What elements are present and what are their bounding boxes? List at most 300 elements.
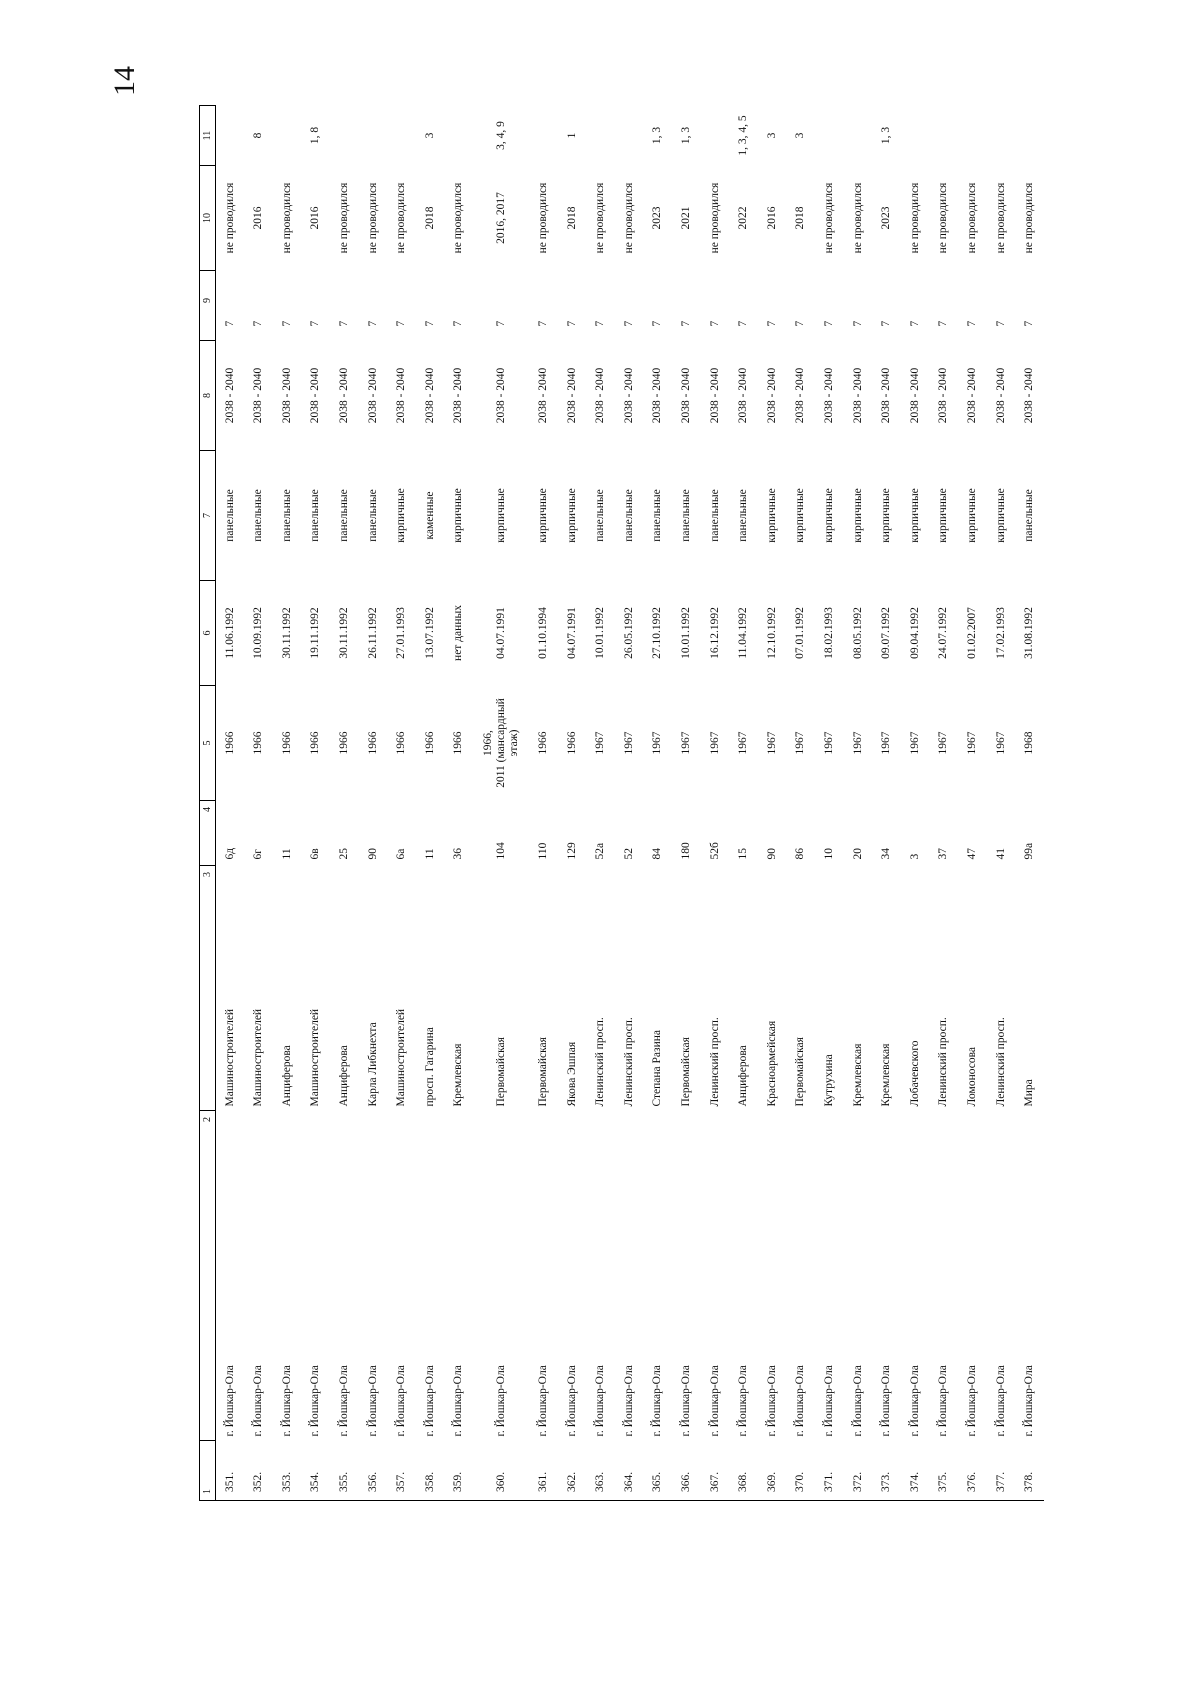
cell-c9: 7 <box>252 320 265 327</box>
cell-c10: не проводился <box>851 182 864 254</box>
cell-material: панельные <box>737 489 750 542</box>
cell-c11: 3 <box>423 132 436 139</box>
cell-year-text: 1967 <box>994 731 1007 755</box>
cell-period: 2038 - 2040 <box>366 367 379 424</box>
cell-c9: 7 <box>537 320 550 327</box>
cell-date: 31.08.1992 <box>1023 607 1036 659</box>
cell-year <box>558 686 587 801</box>
cell-city: г. Йошкар-Ола <box>366 1365 379 1437</box>
table-row <box>359 106 388 1501</box>
cell-c9: 7 <box>708 320 721 327</box>
cell-house: 110 <box>537 842 550 860</box>
cell-n: 354. <box>302 1441 331 1501</box>
table-row <box>273 106 302 1501</box>
table-container <box>199 105 1044 1501</box>
cell-material: панельные <box>338 489 351 542</box>
cell-c11 <box>615 106 644 166</box>
table-row <box>216 106 245 1501</box>
cell-city: г. Йошкар-Ола <box>765 1365 778 1437</box>
cell-year <box>615 686 644 801</box>
cell-street: Ленинский просп. <box>594 1017 607 1107</box>
table-row <box>730 106 759 1501</box>
cell-year-text: 1966 <box>565 731 578 755</box>
cell-year-text: 1966 <box>452 731 465 755</box>
cell-date: 10.01.1992 <box>594 607 607 659</box>
cell-year <box>930 686 959 801</box>
cell-year <box>787 686 816 801</box>
cell-c10: 2016 <box>252 206 265 230</box>
cell-material: каменные <box>423 491 436 540</box>
cell-c11 <box>987 106 1016 166</box>
cell-material: кирпичные <box>794 488 807 543</box>
cell-period: 2038 - 2040 <box>280 367 293 424</box>
cell-material: кирпичные <box>851 488 864 543</box>
cell-house: 84 <box>651 848 664 860</box>
cell-period: 2038 - 2040 <box>494 367 507 424</box>
cell-period: 2038 - 2040 <box>737 367 750 424</box>
cell-period: 2038 - 2040 <box>537 367 550 424</box>
cell-c11: 1 <box>565 132 578 139</box>
cell-date: 17.02.1993 <box>994 607 1007 659</box>
cell-year-text: 1967 <box>908 731 921 755</box>
cell-c9: 7 <box>651 320 664 327</box>
cell-material: кирпичные <box>452 488 465 543</box>
cell-n: 352. <box>245 1441 274 1501</box>
cell-period: 2038 - 2040 <box>965 367 978 424</box>
cell-n: 371. <box>815 1441 844 1501</box>
cell-c9: 7 <box>452 320 465 327</box>
cell-c11: 3, 4, 9 <box>494 121 507 150</box>
cell-period: 2038 - 2040 <box>908 367 921 424</box>
cell-year <box>216 686 245 801</box>
cell-n: 351. <box>216 1441 245 1501</box>
cell-n: 376. <box>958 1441 987 1501</box>
cell-c11 <box>445 106 474 166</box>
cell-period: 2038 - 2040 <box>680 367 692 424</box>
cell-c9: 7 <box>908 320 921 327</box>
cell-material: панельные <box>651 489 664 542</box>
cell-house: 37 <box>937 848 950 860</box>
housing-table <box>199 105 1044 1501</box>
cell-city: г. Йошкар-Ола <box>794 1365 807 1437</box>
cell-n: 356. <box>359 1441 388 1501</box>
cell-city: г. Йошкар-Ола <box>737 1365 750 1437</box>
cell-material: кирпичные <box>937 488 950 543</box>
cell-house: 6а <box>395 848 408 860</box>
cell-material: кирпичные <box>880 488 893 543</box>
cell-material: панельные <box>708 489 721 542</box>
cell-c11 <box>844 106 873 166</box>
cell-c11: 1, 8 <box>309 126 322 145</box>
table-row <box>473 106 529 1501</box>
cell-material: панельные <box>280 489 293 542</box>
cell-year <box>958 686 987 801</box>
cell-city: г. Йошкар-Ола <box>594 1365 607 1437</box>
cell-c10: 2018 <box>565 206 578 230</box>
table-row <box>672 106 701 1501</box>
cell-house: 6г <box>252 849 265 860</box>
cell-date: 26.11.1992 <box>366 607 379 659</box>
cell-year <box>672 686 701 801</box>
cell-n: 368. <box>730 1441 759 1501</box>
cell-n: 373. <box>872 1441 901 1501</box>
cell-date: 27.01.1993 <box>395 607 408 659</box>
cell-period: 2038 - 2040 <box>309 367 322 424</box>
cell-period: 2038 - 2040 <box>252 367 265 424</box>
cell-house: 36 <box>452 848 465 860</box>
cell-year <box>445 686 474 801</box>
cell-street: Анциферова <box>280 1045 293 1107</box>
cell-house: 25 <box>338 848 351 860</box>
cell-year <box>644 686 673 801</box>
cell-year <box>730 686 759 801</box>
cell-material: кирпичные <box>765 488 778 543</box>
cell-street: Якова Эшпая <box>565 1041 578 1107</box>
cell-year <box>872 686 901 801</box>
cell-year <box>815 686 844 801</box>
cell-date: 16.12.1992 <box>708 607 721 659</box>
table-row <box>872 106 901 1501</box>
column-number: 5 <box>200 686 216 801</box>
cell-c11 <box>330 106 359 166</box>
cell-city: г. Йошкар-Ола <box>309 1365 322 1437</box>
cell-material: кирпичные <box>822 488 835 543</box>
cell-n: 363. <box>587 1441 616 1501</box>
cell-year-text: 1966 <box>223 731 236 755</box>
cell-c11: 3 <box>765 132 778 139</box>
cell-city: г. Йошкар-Ола <box>280 1365 293 1437</box>
cell-street: Машиностроителей <box>252 1008 265 1107</box>
cell-city: г. Йошкар-Ола <box>965 1365 978 1437</box>
cell-date: 10.01.1992 <box>680 607 692 659</box>
cell-c9: 7 <box>395 320 408 327</box>
cell-n: 362. <box>558 1441 587 1501</box>
cell-c10: не проводился <box>366 182 379 254</box>
cell-year-text: 1967 <box>708 731 721 755</box>
table-row <box>958 106 987 1501</box>
cell-date: 04.07.1991 <box>565 607 578 659</box>
table-row <box>644 106 673 1501</box>
cell-c9: 7 <box>765 320 778 327</box>
cell-material: кирпичные <box>565 488 578 543</box>
table-row <box>245 106 274 1501</box>
table-row <box>529 106 558 1501</box>
cell-house: 11 <box>280 848 293 860</box>
cell-period: 2038 - 2040 <box>994 367 1007 424</box>
column-number: 9 <box>200 271 216 341</box>
cell-c11 <box>815 106 844 166</box>
cell-period: 2038 - 2040 <box>794 367 807 424</box>
cell-year-text: 1967 <box>851 731 864 755</box>
cell-c11 <box>901 106 930 166</box>
cell-c9: 7 <box>737 320 750 327</box>
cell-year-text: 1967 <box>594 731 607 755</box>
cell-c10: не проводился <box>452 182 465 254</box>
cell-city: г. Йошкар-Ола <box>252 1365 265 1437</box>
cell-material: панельные <box>1023 489 1036 542</box>
cell-period: 2038 - 2040 <box>423 367 436 424</box>
cell-c11 <box>388 106 417 166</box>
cell-year <box>844 686 873 801</box>
cell-material: панельные <box>223 489 236 542</box>
cell-c10: не проводился <box>338 182 351 254</box>
cell-c10: не проводился <box>708 182 721 254</box>
cell-c11: 1, 3 <box>680 126 692 145</box>
cell-n: 372. <box>844 1441 873 1501</box>
table-row <box>615 106 644 1501</box>
table-row <box>701 106 730 1501</box>
cell-date: 19.11.1992 <box>309 607 322 659</box>
cell-year-text: 1966 <box>537 731 550 755</box>
cell-year-text: 1966 <box>338 731 351 755</box>
cell-c10: 2018 <box>423 206 436 230</box>
cell-period: 2038 - 2040 <box>822 367 835 424</box>
cell-c11 <box>1015 106 1044 166</box>
cell-c10: 2016, 2017 <box>494 192 507 244</box>
cell-n: 358. <box>416 1441 445 1501</box>
cell-material: панельные <box>622 489 635 542</box>
cell-period: 2038 - 2040 <box>651 367 664 424</box>
cell-period: 2038 - 2040 <box>223 367 236 424</box>
cell-street: Лобачевского <box>908 1040 921 1107</box>
cell-house: 10 <box>822 848 835 860</box>
cell-c9: 7 <box>423 320 436 327</box>
cell-material: панельные <box>680 489 692 542</box>
cell-house: 104 <box>494 842 507 860</box>
cell-year <box>587 686 616 801</box>
cell-n: 378. <box>1015 1441 1044 1501</box>
cell-house: 34 <box>880 848 893 860</box>
cell-material: панельные <box>252 489 265 542</box>
cell-n: 366. <box>672 1441 701 1501</box>
cell-year <box>273 686 302 801</box>
cell-city: г. Йошкар-Ола <box>822 1365 835 1437</box>
cell-year <box>330 686 359 801</box>
cell-material: кирпичные <box>965 488 978 543</box>
cell-c9: 7 <box>494 320 507 327</box>
cell-c10: 2023 <box>880 206 893 230</box>
cell-house: 52 <box>622 848 635 860</box>
cell-date: 07.01.1992 <box>794 607 807 659</box>
table-row <box>901 106 930 1501</box>
cell-date: 26.05.1992 <box>622 607 635 659</box>
cell-date: 27.10.1992 <box>651 607 664 659</box>
cell-c11 <box>701 106 730 166</box>
column-number-row <box>200 106 216 1501</box>
table-row <box>416 106 445 1501</box>
cell-c9: 7 <box>937 320 950 327</box>
cell-year-text: 1966 <box>423 731 436 755</box>
cell-period: 2038 - 2040 <box>452 367 465 424</box>
cell-street: Анциферова <box>338 1045 351 1107</box>
cell-date: 13.07.1992 <box>423 607 436 659</box>
cell-c9: 7 <box>594 320 607 327</box>
cell-city: г. Йошкар-Ола <box>622 1365 635 1437</box>
cell-n: 375. <box>930 1441 959 1501</box>
cell-house: 41 <box>994 848 1007 860</box>
cell-date: 01.10.1994 <box>537 607 550 659</box>
cell-house: 3 <box>908 853 921 860</box>
cell-street: Степана Разина <box>651 1030 664 1107</box>
cell-c9: 7 <box>994 320 1007 327</box>
cell-period: 2038 - 2040 <box>622 367 635 424</box>
cell-c11: 1, 3 <box>651 126 664 145</box>
cell-house: 6в <box>309 848 322 860</box>
cell-c9: 7 <box>309 320 322 327</box>
cell-period: 2038 - 2040 <box>708 367 721 424</box>
cell-year-text: 1968 <box>1023 731 1036 755</box>
cell-period: 2038 - 2040 <box>765 367 778 424</box>
cell-c10: не проводился <box>622 182 635 254</box>
cell-street: Мира <box>1023 1079 1036 1107</box>
cell-street: Машиностроителей <box>395 1008 408 1107</box>
cell-date: 12.10.1992 <box>765 607 778 659</box>
table-row <box>815 106 844 1501</box>
cell-year-text: 1967 <box>622 731 635 755</box>
table-row <box>302 106 331 1501</box>
cell-date: 11.06.1992 <box>223 607 236 659</box>
cell-material: панельные <box>309 489 322 542</box>
cell-period: 2038 - 2040 <box>395 367 408 424</box>
table-row <box>330 106 359 1501</box>
cell-date: 11.04.1992 <box>737 607 750 659</box>
table-row <box>930 106 959 1501</box>
cell-period: 2038 - 2040 <box>1023 367 1036 424</box>
cell-city: г. Йошкар-Ола <box>851 1365 864 1437</box>
cell-period: 2038 - 2040 <box>851 367 864 424</box>
cell-city: г. Йошкар-Ола <box>680 1365 692 1437</box>
cell-house: 47 <box>965 848 978 860</box>
column-number: 6 <box>200 581 216 686</box>
cell-house: 86 <box>794 848 807 860</box>
cell-n: 370. <box>787 1441 816 1501</box>
cell-c11 <box>273 106 302 166</box>
cell-date: 24.07.1992 <box>937 607 950 659</box>
cell-n: 360. <box>473 1441 529 1501</box>
cell-city: г. Йошкар-Ола <box>537 1365 550 1437</box>
cell-c10: 2016 <box>765 206 778 230</box>
cell-c10: не проводился <box>822 182 835 254</box>
page-number: 14 <box>108 66 141 96</box>
cell-street: Ленинский просп. <box>937 1017 950 1107</box>
cell-house: 52б <box>708 842 721 860</box>
cell-c10: не проводился <box>1023 182 1036 254</box>
cell-city: г. Йошкар-Ола <box>223 1365 236 1437</box>
column-number: 1 <box>200 1441 216 1501</box>
cell-house: 129 <box>565 842 578 860</box>
table-body <box>200 106 1045 1501</box>
cell-year <box>901 686 930 801</box>
cell-street: Ленинский просп. <box>708 1017 721 1107</box>
cell-year-text: 1966 <box>366 731 379 755</box>
cell-street: Кремлевская <box>880 1043 893 1107</box>
cell-material: панельные <box>366 489 379 542</box>
cell-city: г. Йошкар-Ола <box>565 1365 578 1437</box>
cell-date: 30.11.1992 <box>338 607 351 659</box>
cell-period: 2038 - 2040 <box>338 367 351 424</box>
cell-street: Первомайская <box>537 1037 550 1107</box>
cell-year-text: 1967 <box>651 731 664 755</box>
cell-c10: не проводился <box>280 182 293 254</box>
cell-house: 52а <box>594 842 607 860</box>
cell-city: г. Йошкар-Ола <box>395 1365 408 1437</box>
cell-street: Первомайская <box>680 1037 692 1107</box>
cell-c9: 7 <box>338 320 351 327</box>
cell-street: Кутрухина <box>822 1054 835 1107</box>
cell-date: 01.02.2007 <box>965 607 978 659</box>
cell-period: 2038 - 2040 <box>937 367 950 424</box>
cell-n: 369. <box>758 1441 787 1501</box>
cell-c9: 7 <box>794 320 807 327</box>
cell-n: 365. <box>644 1441 673 1501</box>
cell-c9: 7 <box>366 320 379 327</box>
cell-house: 20 <box>851 848 864 860</box>
cell-c11 <box>930 106 959 166</box>
column-number: 11 <box>200 106 216 166</box>
cell-year-text: 1966 <box>309 731 322 755</box>
cell-c11 <box>958 106 987 166</box>
cell-c10: 2023 <box>651 206 664 230</box>
cell-c11: 3 <box>794 132 807 139</box>
cell-date: 18.02.1993 <box>822 607 835 659</box>
cell-street: Кремлевская <box>452 1043 465 1107</box>
cell-date: 10.09.1992 <box>252 607 265 659</box>
cell-city: г. Йошкар-Ола <box>494 1365 507 1437</box>
cell-year <box>701 686 730 801</box>
column-number: 10 <box>200 166 216 271</box>
cell-material: кирпичные <box>537 488 550 543</box>
table-row <box>844 106 873 1501</box>
table-row <box>388 106 417 1501</box>
table-row <box>587 106 616 1501</box>
cell-house: 15 <box>737 848 750 860</box>
cell-year <box>473 686 529 801</box>
cell-house: 90 <box>366 848 379 860</box>
cell-c11 <box>216 106 245 166</box>
cell-date: 09.04.1992 <box>908 607 921 659</box>
cell-year-text: 1966 <box>395 731 408 755</box>
cell-period: 2038 - 2040 <box>880 367 893 424</box>
cell-year-text: 1967 <box>937 731 950 755</box>
cell-street: Машиностроителей <box>309 1008 322 1107</box>
cell-c10: 2018 <box>794 206 807 230</box>
cell-c9: 7 <box>223 320 236 327</box>
cell-c10: 2016 <box>309 206 322 230</box>
table-row <box>558 106 587 1501</box>
cell-c10: 2021 <box>680 206 692 230</box>
cell-c10: не проводился <box>223 182 236 254</box>
cell-date: 08.05.1992 <box>851 607 864 659</box>
cell-city: г. Йошкар-Ола <box>994 1365 1007 1437</box>
cell-year <box>359 686 388 801</box>
cell-period: 2038 - 2040 <box>594 367 607 424</box>
cell-n: 361. <box>529 1441 558 1501</box>
cell-n: 353. <box>273 1441 302 1501</box>
cell-c11 <box>587 106 616 166</box>
table-row <box>787 106 816 1501</box>
cell-year <box>987 686 1016 801</box>
column-number: 3 <box>200 866 216 1111</box>
cell-material: кирпичные <box>494 488 507 543</box>
cell-street: Ломоносова <box>965 1047 978 1107</box>
column-number: 8 <box>200 341 216 451</box>
cell-year-text: 1967 <box>680 731 692 755</box>
table-row <box>987 106 1016 1501</box>
cell-year <box>302 686 331 801</box>
cell-street: просп. Гагарина <box>423 1027 436 1107</box>
cell-c9: 7 <box>280 320 293 327</box>
cell-city: г. Йошкар-Ола <box>908 1365 921 1437</box>
